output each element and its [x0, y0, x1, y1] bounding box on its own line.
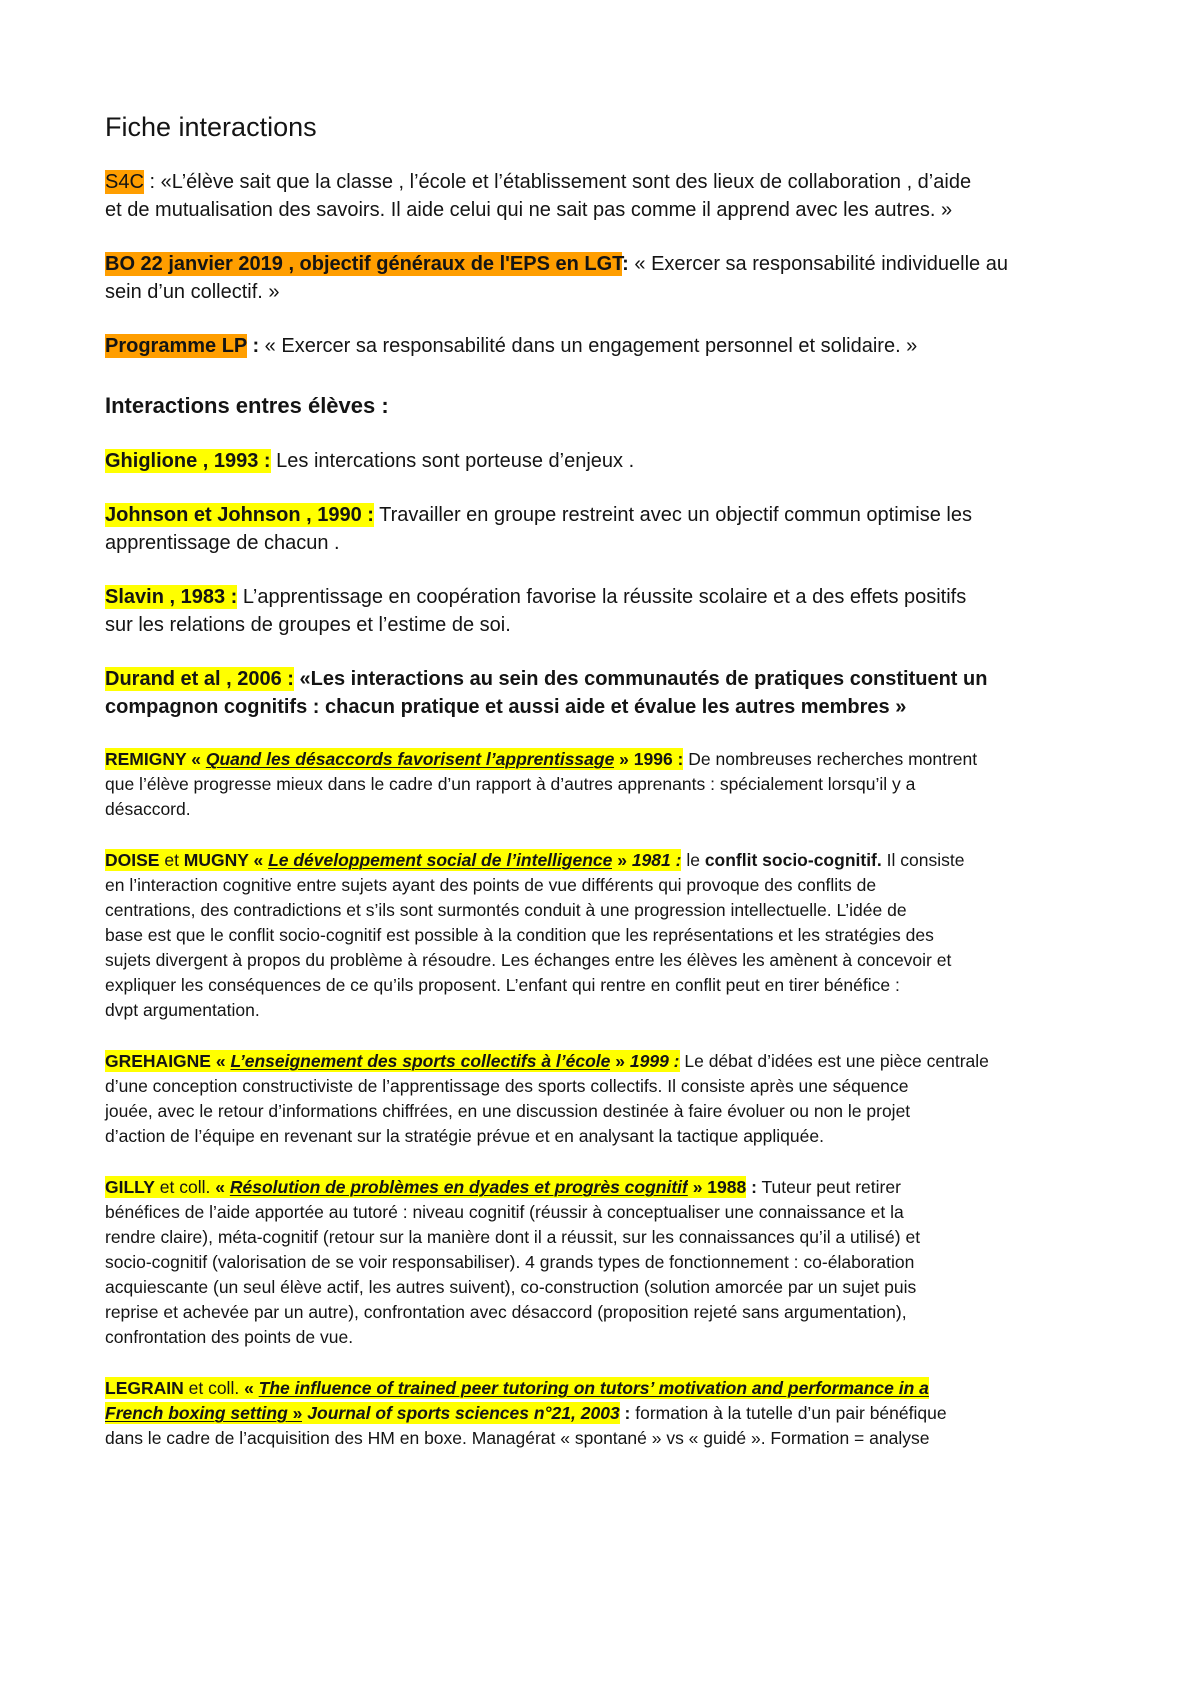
remigny-paragraph [105, 747, 1105, 822]
gilly-open-quote: « [215, 1177, 230, 1197]
programme-lp-colon: : [246, 335, 260, 357]
gilly-et-coll: et coll. [154, 1177, 216, 1197]
ghiglione-text: Les intercations sont porteuse d’enjeux . [270, 449, 635, 472]
doise-close-quote: » [612, 850, 632, 870]
legrain-close-quote: » [287, 1403, 303, 1423]
doise-mugny-paragraph [105, 848, 1105, 1023]
gilly-paragraph [105, 1175, 1105, 1350]
doise-le: le [681, 850, 705, 870]
slavin-paragraph [105, 584, 1105, 639]
legrain-text: formation à la tutelle d’un pair bénéfique dans le cadre de l’acquisition des HM en boxe. Managérat « spontané » vs « guidé ». Formation = analyse [105, 1403, 947, 1448]
s4c-quote: : «L’élève sait que la classe , l’école et l’établissement sont des lieux de collaboration , d’aide et de mutualisation des savoirs. Il aide celui qui ne sait pas comme il apprend avec les autres. » [105, 171, 972, 221]
mugny-author: MUGNY « [183, 850, 269, 870]
doise-author: DOISE [105, 850, 160, 870]
legrain-colon: : [619, 1403, 631, 1423]
grehaigne-paragraph [105, 1049, 1105, 1149]
grehaigne-close-quote: » [610, 1051, 630, 1071]
gilly-author: GILLY [105, 1177, 155, 1197]
bo-2019-paragraph [105, 251, 1105, 306]
legrain-author: LEGRAIN [105, 1378, 184, 1398]
slavin-text: L’apprentissage en coopération favorise la réussite scolaire et a des effets positifs sur les relations de groupes et l’estime de soi. [105, 586, 967, 636]
bo-2019-colon: : [622, 253, 629, 275]
doise-year: 1981 : [631, 850, 682, 870]
s4c-label: S4C [105, 171, 144, 193]
johnson-label: Johnson et Johnson , 1990 : [105, 504, 374, 526]
durand-paragraph [105, 666, 1105, 721]
ghiglione-label: Ghiglione , 1993 : [105, 449, 271, 472]
doise-concept: conflit socio-cognitif. [704, 850, 882, 870]
doise-text: Il consiste en l’interaction cognitive entre sujets ayant des points de vue différents qui provoque des conflits de centrations, des contradictions et s’ils sont surmontés conduit à une progression intellectuelle. L’idée de base est que le conflit socio-cognitif est possible à la condition que les représentations et les stratégies des sujets divergent à propos du problème à résoudre. Les échanges entre les élèves les amènent à concevoir et expliquer les conséquences de ce qu’ils proposent. L’enfant qui rentre en conflit peut en tirer bénéfice : dvpt argumentation. [105, 850, 965, 1020]
doise-et: et [159, 850, 184, 870]
programme-lp-label: Programme LP [105, 335, 247, 357]
ghiglione-paragraph [105, 448, 1105, 476]
legrain-open-quote: « [244, 1378, 259, 1398]
johnson-paragraph [105, 502, 1105, 557]
section-heading: Interactions entres élèves : [105, 392, 389, 418]
legrain-journal: Journal of sports sciences n°21, 2003 [302, 1403, 620, 1423]
slavin-label: Slavin , 1983 : [105, 586, 238, 608]
doise-work-title: Le développement social de l’intelligence [268, 850, 613, 870]
programme-lp-quote: « Exercer sa responsabilité dans un engagement personnel et solidaire. » [259, 335, 918, 357]
gilly-year: » 1988 [687, 1177, 747, 1197]
document-page [105, 111, 1105, 1451]
durand-quote: «Les interactions au sein des communautés de pratiques constituent un compagnon cognitifs : chacun pratique et aussi aide et évalue les autres membres » [105, 668, 988, 718]
legrain-et-coll: et coll. [183, 1378, 245, 1398]
gilly-text: Tuteur peut retirer bénéfices de l’aide apportée au tutoré : niveau cognitif (réussir à conceptualiser une connaissance et la rendre claire), méta-cognitif (retour sur la manière dont il a réussit, sur les connaissances qu’il a utilisé) et socio-cognitif (valorisation de se voir responsabiliser). 4 grands types de fonctionnement : co-élaboration acquiescante (un seul élève actif, les autres suivent), co-construction (solution amorcée par un sujet puis reprise et achevée par un autre), confrontation avec désaccord (proposition rejeté sans argumentation), confrontation des points de vue. [105, 1177, 921, 1347]
gilly-colon: : [746, 1177, 757, 1197]
programme-lp-paragraph [105, 333, 1105, 361]
remigny-text: De nombreuses recherches montrent que l’élève progresse mieux dans le cadre d’un rapport à d’autres apprenants : spécialement lorsqu’il y a désaccord. [105, 749, 978, 819]
legrain-paragraph [105, 1376, 1105, 1451]
page-title: Fiche interactions [105, 112, 317, 142]
grehaigne-author: GREHAIGNE « [105, 1051, 231, 1071]
johnson-text: Travailler en groupe restreint avec un objectif commun optimise les apprentissage de chacun . [105, 504, 972, 554]
bo-2019-quote: « Exercer sa responsabilité individuelle au sein d’un collectif. » [105, 253, 1008, 303]
grehaigne-year: 1999 : [629, 1051, 680, 1071]
gilly-work-title: Résolution de problèmes en dyades et progrès cognitif [229, 1177, 688, 1197]
remigny-author: REMIGNY « [105, 749, 206, 769]
legrain-work-title: The influence of trained peer tutoring on tutors’ motivation and performance in a French boxing setting [105, 1378, 929, 1423]
remigny-year: » 1996 : [614, 749, 684, 769]
grehaigne-text: Le débat d’idées est une pièce centrale d’une conception constructiviste de l’apprentissage des sports collectifs. Il consiste après une séquence jouée, avec le retour d’informations chiffrées, en une discussion destinée à faire évoluer ou non le projet d’action de l’équipe en revenant sur la stratégie prévue et en analysant la tactique appliquée. [105, 1051, 989, 1146]
remigny-work-title: Quand les désaccords favorisent l’apprentissage [205, 749, 615, 769]
bo-2019-label: BO 22 janvier 2019 , objectif généraux de l'EPS en LGT [105, 253, 623, 275]
s4c-paragraph [105, 169, 1105, 224]
durand-label: Durand et al , 2006 : [105, 668, 294, 690]
grehaigne-work-title: L’enseignement des sports collectifs à l’école [230, 1051, 611, 1071]
